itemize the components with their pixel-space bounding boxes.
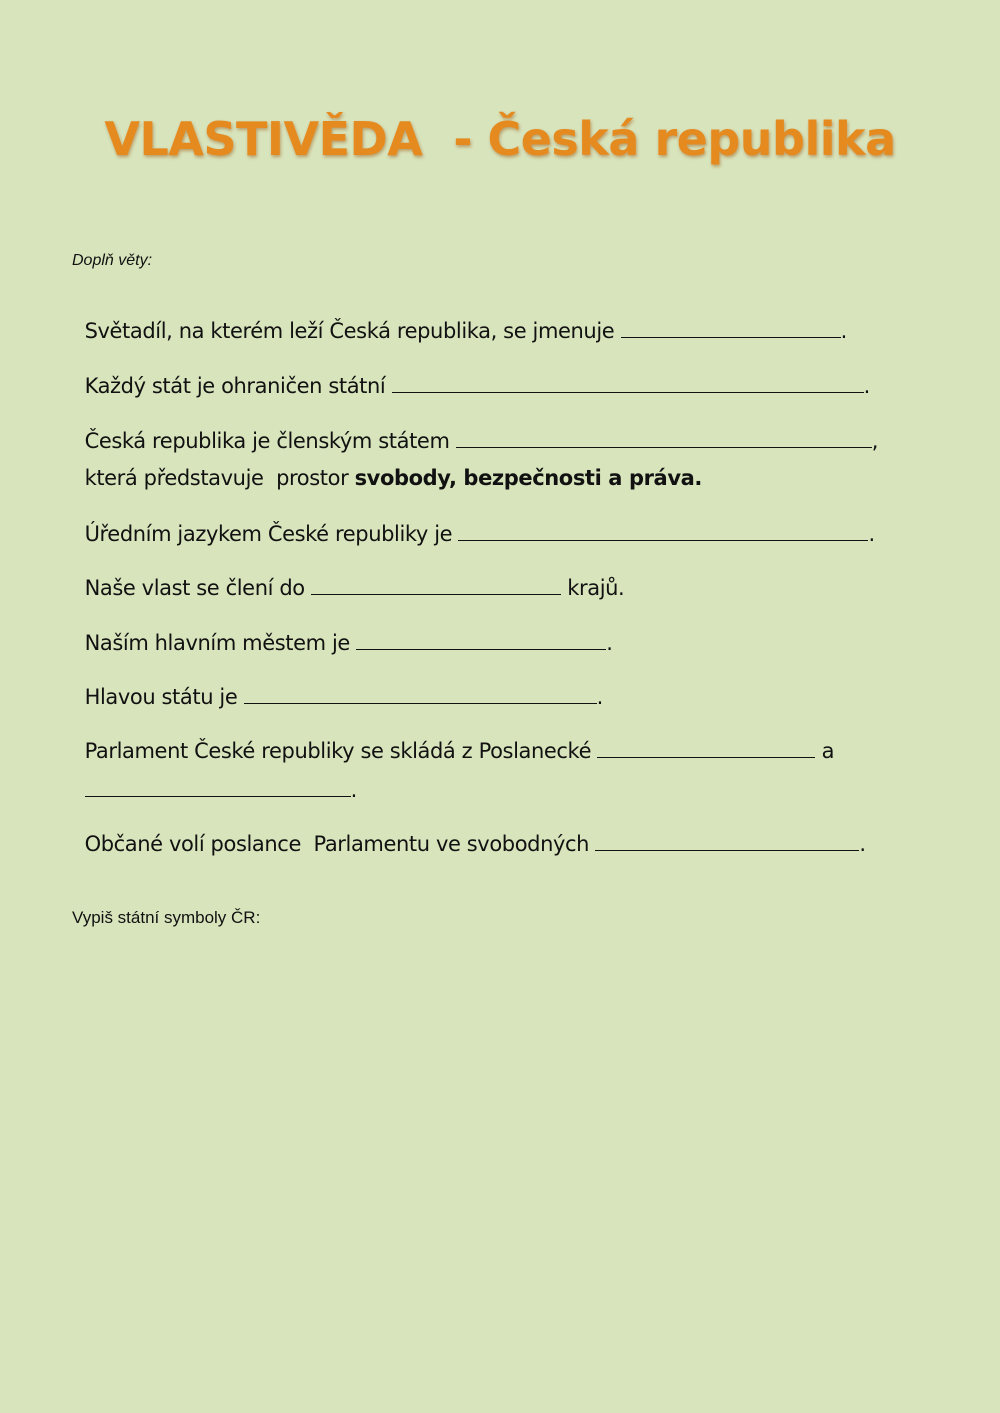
sentence-elections xyxy=(72,811,866,855)
answer-blank[interactable] xyxy=(85,778,351,797)
sentence-regions xyxy=(72,555,624,599)
sentence-bold-text: svobody, bezpečnosti a práva xyxy=(354,466,695,490)
sentence-end: . xyxy=(694,466,702,490)
sentence-parliament xyxy=(72,718,834,762)
sentence-head-of-state xyxy=(72,664,603,708)
answer-blank[interactable] xyxy=(595,832,859,851)
sentence-end: . xyxy=(596,685,603,709)
sentence-language xyxy=(72,501,875,545)
sentence-member-state xyxy=(72,408,878,452)
answer-blank[interactable] xyxy=(597,739,815,758)
sentence-text: Hlavou státu je xyxy=(84,685,244,709)
sentence-end: , xyxy=(871,429,879,453)
sentence-text: Naším hlavním městem je xyxy=(84,631,357,655)
answer-blank[interactable] xyxy=(244,685,597,704)
sentence-text: Česká republika je členským státem xyxy=(84,429,456,453)
sentence-text: Občané volí poslance Parlamentu ve svobodných xyxy=(84,832,596,856)
sentence-text: Naše vlast se člení do xyxy=(84,576,311,600)
symbols-prompt: Vypiš státní symboly ČR: xyxy=(72,908,261,927)
sentence-text: Úředním jazykem České republiky je xyxy=(84,522,459,546)
sentence-end: . xyxy=(863,374,870,398)
sentence-text: Parlament České republiky se skládá z Poslanecké xyxy=(84,739,598,763)
sentence-end: . xyxy=(859,832,866,856)
sentence-member-state-cont xyxy=(72,447,702,489)
sentence-end: . xyxy=(606,631,613,655)
sentence-text: Každý stát je ohraničen státní xyxy=(84,374,392,398)
sentence-parliament-cont xyxy=(72,757,357,801)
instruction-label: Doplň věty: xyxy=(72,252,153,269)
answer-blank[interactable] xyxy=(392,374,864,393)
answer-blank[interactable] xyxy=(621,319,841,338)
sentence-border xyxy=(72,353,870,397)
sentence-end: . xyxy=(868,522,875,546)
answer-blank[interactable] xyxy=(458,522,868,541)
sentence-continent xyxy=(72,298,847,342)
answer-blank[interactable] xyxy=(356,631,606,650)
sentence-text: Světadíl, na kterém leží Česká republika, se jmenuje xyxy=(84,319,621,343)
sentence-end: krajů. xyxy=(560,576,625,600)
answer-blank[interactable] xyxy=(456,429,872,448)
page-title: VLASTIVĚDA - Česká republika xyxy=(104,112,896,166)
sentence-end: . xyxy=(350,778,357,802)
answer-blank[interactable] xyxy=(311,576,561,595)
sentence-text: která představuje prostor xyxy=(84,466,355,490)
sentence-capital xyxy=(72,610,612,654)
sentence-end: a xyxy=(815,739,835,763)
sentence-end: . xyxy=(840,319,847,343)
